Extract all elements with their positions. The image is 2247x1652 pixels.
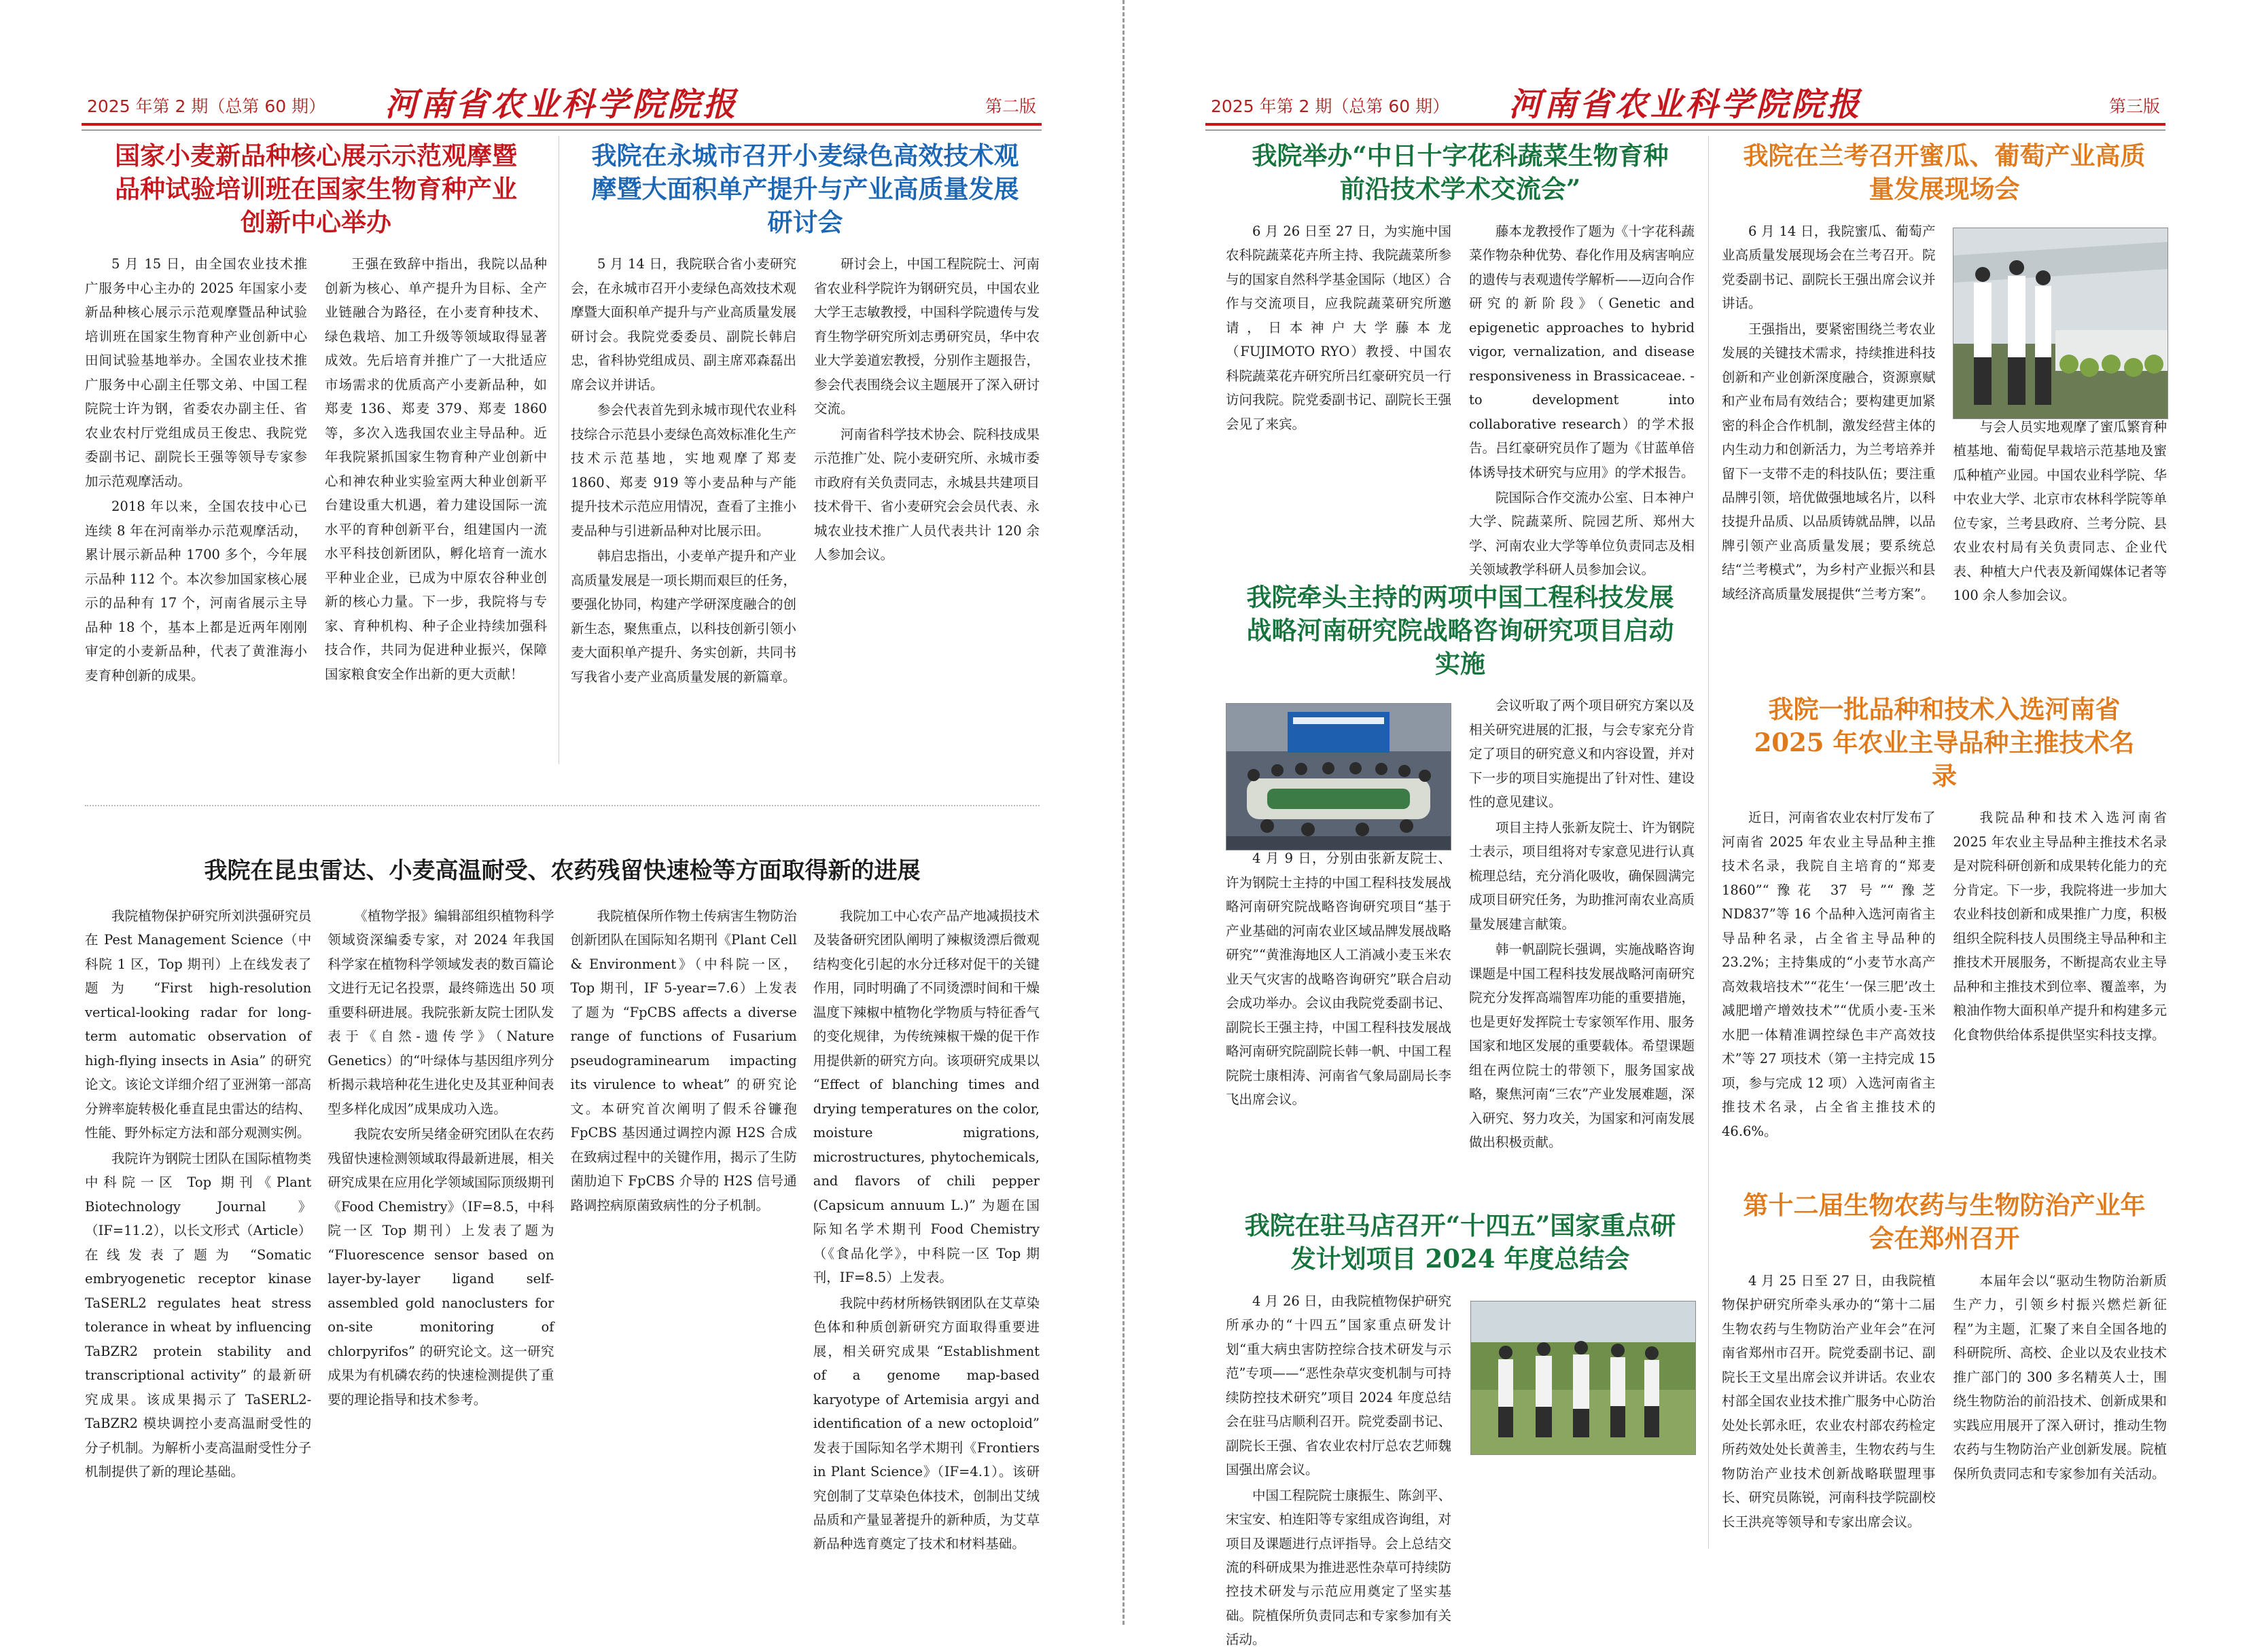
article-title: 我院牵头主持的两项中国工程科技发展战略河南研究院战略咨询研究项目启动实施 [1246,582,1674,679]
edition-label: 第三版 [2108,96,2160,116]
article-title: 国家小麦新品种核心展示示范观摩暨品种试验培训班在国家生物育种产业创新中心举办 [115,141,517,237]
article-paragraph: 王强在致辞中指出，我院以品种创新为核心、单产提升为目标、全产业链融合为路径，在小麦育种技术、绿色栽培、加工升级等领域取得显著成效。先后培育并推广了一大批适应市场需求的优质高产小麦新品种，如郑麦 136、郑麦 379、郑麦 1860 等，多次入选我国农业主导品种。近年我院紧抓国家生物育种产业创新中心和神农种业实验室两大种业创新平台建设重大机遇，着力建设国际一流水平的育种创新平台，组建国内一流水平科技创新团队，孵化培育一流水平种业企业，已成为中原农谷种业创新的核心力量。下一步，我院将与专家、育种机构、种子企业持续加强科技合作，共同为促进种业振兴，保障国家粮食安全作出新的更大贡献！ [325,256,547,682]
article-column [85,252,307,687]
article-paragraph: 研讨会上，中国工程院院士、河南省农业科学院许为钢研究员，中国农业大学王志敏教授，中国科学院遗传与发育生物学研究所刘志勇研究员，华中农业大学姜道宏教授，分别作主题报告，参会代表围绕会议主题展开了深入研讨交流。 [814,256,1040,417]
article-paragraph: 我院中药材所杨铁钢团队在艾草染色体和种质创新研究方面取得重要进展，相关研究成果 “Establishment of a genome map-based karyotype of Artemisia argyi and identification of a new octoploid” 发表于国际知名学术期刊《Frontiers in Plant Science》（IF=4.1）。该研究创制了艾草染色体技术，创制出艾绒品质和产量显著提升的新种质，为艾草新品种选育奠定了技术和材料基础。 [813,1295,1040,1552]
article-paragraph: 院国际合作交流办公室、日本神户大学、院蔬菜所、院园艺所、郑州大学、河南农业大学等单位负责同志及相关领域教学科研人员参加会议。 [1469,489,1695,578]
article-column [1953,1269,2168,1534]
article-column [1722,219,1936,608]
article-paragraph: 我院农安所吴绪金研究团队在农药残留快速检测领域取得最新进展，相关研究成果在应用化学领域国际顶级期刊《Food Chemistry》（IF=8.5，中科院一区 Top 期刊）上发表了题为 “Fluorescence sensor based on layer-by-layer ligand self-assembled gold nanoclusters for on-site monitoring of chlorpyrifos” 的研究论文。这一研究成果为有机磷农药的快速检测提供了重要的理论指导和技术参考。 [328,1126,554,1407]
article-paragraph: 会议听取了两个项目研究方案以及相关研究进展的汇报，与会专家充分肯定了项目的研究意义和内容设置，并对下一步的项目实施提出了针对性、建设性的意见建议。 [1469,698,1695,810]
article-title: 我院举办“中日十字花科蔬菜生物育种前沿技术学术交流会” [1252,141,1669,204]
article-column [325,252,547,687]
masthead-logo: 河南省农业科学院院报 [1508,86,1862,124]
article-paragraph: 藤本龙教授作了题为《十字花科蔬菜作物杂种优势、春化作用及病害响应的遗传与表观遗传学解析——迈向合作研究的新阶段》（Genetic and epigenetic approaches to hybrid vigor, vernalization, and disease responsiveness in Brassicaceae. - to development into collaborative research）的学术报告。吕红豪研究员作了题为《甘蓝单倍体诱导技术研究与应用》的学术报告。 [1469,223,1695,480]
article-paragraph: 我院植保所作物土传病害生物防治创新团队在国际知名期刊《Plant Cell & Environment》（中科院一区，Top 期刊，IF 5-year=7.6）上发表了题为 “FpCBS affects a diverse range of functions of Fusarium pseudograminearum impacting its virulence to wheat” 的研究论文。本研究首次阐明了假禾谷镰孢 FpCBS 基因通过调控内源 H2S 合成在致病过程中的关键作用，揭示了生防菌肋迫下 FpCBS 介导的 H2S 信号通路调控病原菌致病性的分子机制。 [570,908,797,1213]
article-paragraph: 本届年会以“驱动生物防治新质生产力，引领乡村振兴燃烂新征程”为主题，汇聚了来自全国各地的科研院所、高校、企业以及农业技术推广部门的 300 多名精英人士，围绕生物防治的前沿技术、创新成果和实践应用展开了深入研讨，推动生物农药与生物防治产业创新发展。院植保所负责同志和专家参加有关活动。 [1953,1272,2167,1482]
article-paragraph: 韩一帆副院长强调，实施战略咨询课题是中国工程科技发展战略河南研究院充分发挥高端智库功能的重要措施，也是更好发挥院士专家领军作用、服务国家和地区发展的重要载体。希望课题组在两位院士的带领下，服务国家战略，聚焦河南“三农”产业发展难题，深入研究、努力攻关，为国家和河南发展做出积极贡献。 [1469,941,1695,1151]
article-column [1469,694,1695,1154]
section-divider [85,805,1040,806]
left-page [0,0,1123,1625]
article-column [813,904,1040,1556]
article-paragraph: 韩启忠指出，小麦单产提升和产业高质量发展是一项长期而艰巨的任务，要强化协同，构建产学研深度融合的创新生态，聚焦重点，以科技创新引领小麦大面积单产提升、务实创新，共同书写我省小麦产业高质量发展的新篇章。 [571,548,796,685]
article-paragraph: 5 月 14 日，我院联合省小麦研究会，在永城市召开小麦绿色高效技术观摩暨大面积单产提升与产业高质量发展研讨会。我院党委委员、副院长韩启忠，省科协党组成员、副主席邓森磊出席会议并讲话。 [571,256,796,393]
header-rule [1205,123,2165,126]
article-column [85,904,311,1556]
issue-number: 2025 年第 2 期（总第 60 期） [87,96,326,116]
article-paragraph: 参会代表首先到永城市现代农业科技综合示范县小麦绿色高效标准化生产技术示范基地，实地观摩了郑麦 1860、郑麦 919 等小麦品种与产能提升技术示范应用情况，查看了主推小麦品种与引进新品种对比展示田。 [571,402,796,539]
article-paragraph: 5 月 15 日，由全国农业技术推广服务中心主办的 2025 年国家小麦新品种核心展示示范观摩暨品种试验培训班在国家生物育种产业创新中心田间试验基地举办。全国农业技术推广服务中心副主任鄂文弟、中国工程院院士许为钢，省委农办副主任、省农业农村厅党组成员王俊忠、我院党委副书记、副院长王强等领导专家参加示范观摩活动。 [85,256,307,489]
article-research-progress [85,856,1040,1556]
article-title: 我院在兰考召开蜜瓜、葡萄产业高质量发展现场会 [1743,141,2146,204]
article-paragraph: 项目主持人张新友院士、许为钢院士表示，项目组将对专家意见进行认真梳理总结，充分消化吸收，确保圆满完成项目研究任务，为助推河南农业高质量发展建言献策。 [1469,819,1695,932]
article-paragraph: 4 月 9 日，分别由张新友院士、许为钢院士主持的中国工程科技发展战略河南研究院战略咨询研究项目“基于产业基础的河南农业区域品牌发展战略研究”“黄淮海地区人工消减小麦玉米农业天气灾害的战略咨询研究”联合启动会成功举办。会议由我院党委副书记、副院长王强主持，中国工程科技发展战略河南研究院副院长韩一帆、中国工程院院士康相涛、河南省气象局副局长李飞出席会议。 [1226,850,1451,1108]
greenhouse-visit-photo [1953,228,2168,419]
article-biopesticide-conference [1722,1189,2167,1534]
article-title: 我院在驻马店召开“十四五”国家重点研发计划项目 2024 年度总结会 [1244,1210,1676,1274]
left-header [82,78,1042,126]
article-paragraph: 2018 年以来，全国农技中心已连续 8 年在河南举办示范观摩活动，累计展示新品种 1700 多个，今年展示品种 112 个。本次参加国家核心展示的品种有 17 个，河南省展示主导品种 18 个，基本上都是近两年刚刚审定的小麦新品种，代表了黄淮海小麦育种创新的成果。 [85,499,307,683]
article-column [1722,806,1936,1143]
article-paragraph: 王强指出，要紧密围绕兰考农业发展的关键技术需求，持续推进科技创新和产业创新深度融合，资源禀赋和产业布局有效结合；要构建更加紧密的科企合作机制，激发经营主体的内生动力和创新活力，为兰考培养并留下一支带不走的科技队伍；要注重品牌引领，培优做强地域名片，以科技提升品质、以品质铸就品牌，以品牌引领产业高质量发展；要系统总结“兰考模式”，为乡村产业振兴和县域经济高质量发展提供“兰考方案”。 [1722,321,1936,602]
article-paragraph: 中国工程院院士康振生、陈剑平、宋宝安、柏连阳等专家组成咨询组，对项目及课题进行点评指导。会上总结交流的科研成果为推进恶性杂草可持续防控技术研发与示范应用奠定了坚实基础。院植保所负责同志和专家参加有关活动。 [1226,1487,1451,1648]
article-column [571,904,797,1556]
article-title: 第十二届生物农药与生物防治产业年会在郑州召开 [1743,1190,2146,1253]
article-paragraph: 6 月 14 日，我院蜜瓜、葡萄产业高质量发展现场会在兰考召开。院党委副书记、副院长王强出席会议并讲话。 [1722,223,1936,312]
issue-number: 2025 年第 2 期（总第 60 期） [1211,96,1450,116]
article-paragraph: 4 月 26 日，由我院植物保护研究所承办的“十四五”国家重点研发计划“重大病虫害防控综合技术研发与示范”专项——“恶性杂草灾变机制与可持续防控技术研究”项目 2024 年度总结会在驻马店顺利召开。院党委副书记、副院长王强、省农业农村厅总农艺师魏国强出席会议。 [1226,1293,1451,1478]
edition-label: 第二版 [985,96,1036,116]
article-column [814,252,1040,689]
article-column [1226,1289,1451,1652]
header-rule [82,123,1042,126]
article-main-varieties-list [1722,693,2167,1143]
article-paragraph: 4 月 25 日至 27 日，由我院植物保护研究所牵头承办的“第十二届生物农药与生物防治产业年会”在河南省郑州市召开。院党委副书记、副院长王文星出席会议并讲话。农业农村部全国农业技术推广服务中心防治处处长郭永旺，农业农村部农药检定所药效处处长黄善圭，生物农药与生物防治产业技术创新战略联盟理事长、研究员陈锐，河南科技学院副校长王洪亮等领导和专家出席会议。 [1722,1272,1936,1530]
article-china-japan-exchange [1226,139,1695,582]
article-column [1722,1269,1936,1534]
article-wheat-showcase [85,139,547,687]
article-yongcheng-seminar [571,139,1040,689]
article-paragraph: 我院植物保护研究所刘洪强研究员在 Pest Management Science（中科院 1 区，Top 期刊）上在线发表了题为 “First high-resolution vertical-looking radar for long-term automatic observation of high-flying insects in Asia” 的研究论文。该论文详细介绍了亚洲第一部高分辨率旋转极化垂直昆虫雷达的结构、性能、野外标定方法和部分观测实例。 [85,908,312,1141]
right-page [1124,0,2247,1648]
article-paragraph: 近日，河南省农业农村厅发布了河南省 2025 年农业主导品种主推技术名录，我院自主培育的“郑麦 1860”“豫花 37 号”“豫芝 ND837”等 16 个品种入选河南省主导品种名录，占全省主导品种的 23.2%；主持集成的“小麦节水高产高效栽培技术”“花生‘一保三肥’改土减肥增产增效技术”“优质小麦-玉米水肥一体精准调控绿色丰产高效技术”等 27 项技术（第一主持完成 15 项，参与完成 12 项）入选河南省主推技术名录，占全省主推技术的 46.6%。 [1722,810,1936,1139]
article-paragraph: 与会人员实地观摩了蜜瓜繁育种植基地、葡萄促早栽培示范基地及蜜瓜种植产业园。中国农业科学院、华中农业大学、北京市农林科学院等单位专家，兰考县政府、兰考分院、县农业农村局有关负责同志、企业代表、种植大户代表及新闻媒体记者等 100 余人参加会议。 [1953,418,2167,604]
meeting-room-photo [1226,703,1451,850]
article-strategy-projects [1226,581,1695,1155]
article-column [328,904,554,1556]
article-paragraph: 《植物学报》编辑部组织植物科学领域资深编委专家，对 2024 年我国科学家在植物科学领域发表的数百篇论文进行无记名投票，最终筛选出 50 项重要科研进展。我院张新友院士团队发表于《自然-遗传学》（Nature Genetics）的“叶绿体与基因组序列分析揭示栽培种花生进化史及其亚种间表型多样化成因”成果成功入选。 [328,908,554,1117]
article-title: 我院在昆虫雷达、小麦高温耐受、农药残留快速检等方面取得新的进展 [204,857,921,884]
article-title: 我院一批品种和技术入选河南省2025 年农业主导品种主推技术名录 [1754,694,2135,791]
field-visit-photo [1470,1301,1696,1455]
article-title: 我院在永城市召开小麦绿色高效技术观摩暨大面积单产提升与产业高质量发展研讨会 [591,141,1019,237]
article-column [1226,219,1451,582]
article-column [1953,806,2168,1143]
masthead-logo: 河南省农业科学院院报 [385,86,739,124]
article-paragraph: 6 月 26 日至 27 日，为实施中国农科院蔬菜花卉所主持、我院蔬菜所参与的国家自然科学基金国际（地区）合作与交流项目，应我院蔬菜研究所邀请，日本神户大学藤本龙（FUJIMOTO RYO）教授、中国农科院蔬菜花卉研究所吕红豪研究员一行访问我院。院党委副书记、副院长王强会见了来宾。 [1226,223,1451,432]
article-paragraph: 我院加工中心农产品产地减损技术及装备研究团队阐明了辣椒烫漂后微观结构变化引起的水分迁移对促干的关键作用，同时明确了不同烫漂时间和干燥温度下辣椒中植物化学物质与特征香气的变化规律，为传统辣椒干燥的促干作用提供新的研究方向。该项研究成果以 “Effect of blanching times and drying temperatures on the color, moisture migrations, microstructures, phytochemicals, and flavors of chili pepper (Capsicum annuum L.)” 为题在国际知名学术期刊 Food Chemistry（《食品化学》，中科院一区 Top 期刊，IF=8.5）上发表。 [813,908,1040,1286]
article-paragraph: 河南省科学技术协会、院科技成果示范推广处、院小麦研究所、永城市委市政府有关负责同志，永城县共建项目技术骨干、省小麦研究会会员代表、永城农业技术推广人员代表共计 120 余人参加会议。 [814,426,1040,563]
right-header [1205,78,2165,126]
column-divider [1708,136,1709,1549]
article-column [571,252,796,689]
article-paragraph: 我院品种和技术入选河南省 2025 年农业主导品种主推技术名录是对院科研创新和成果转化能力的充分肯定。下一步，我院将进一步加大农业科技创新和成果推广力度，积极组织全院科技人员围绕主导品种和主推技术开展服务，不断提高农业主导品种和主推技术到位率、覆盖率，为粮油作物大面积单产提升和构建多元化食物供给体系提供坚实科技支撑。 [1953,810,2167,1043]
article-paragraph: 我院许为钢院士团队在国际植物类中科院一区 Top 期刊《Plant Biotechnology Journal》（IF=11.2），以长文形式（Article）在线发表了题为 “Somatic embryogenetic receptor kinase TaSERL2 regulates heat stress tolerance in wheat by influencing TaBZR2 protein stability and transcriptional activity” 的最新研究成果。该成果揭示了 TaSERL2-TaBZR2 模块调控小麦高温耐受性的分子机制。为解析小麦高温耐受性分子机制提供了新的理论基础。 [85,1150,312,1480]
article-column [1469,219,1695,582]
